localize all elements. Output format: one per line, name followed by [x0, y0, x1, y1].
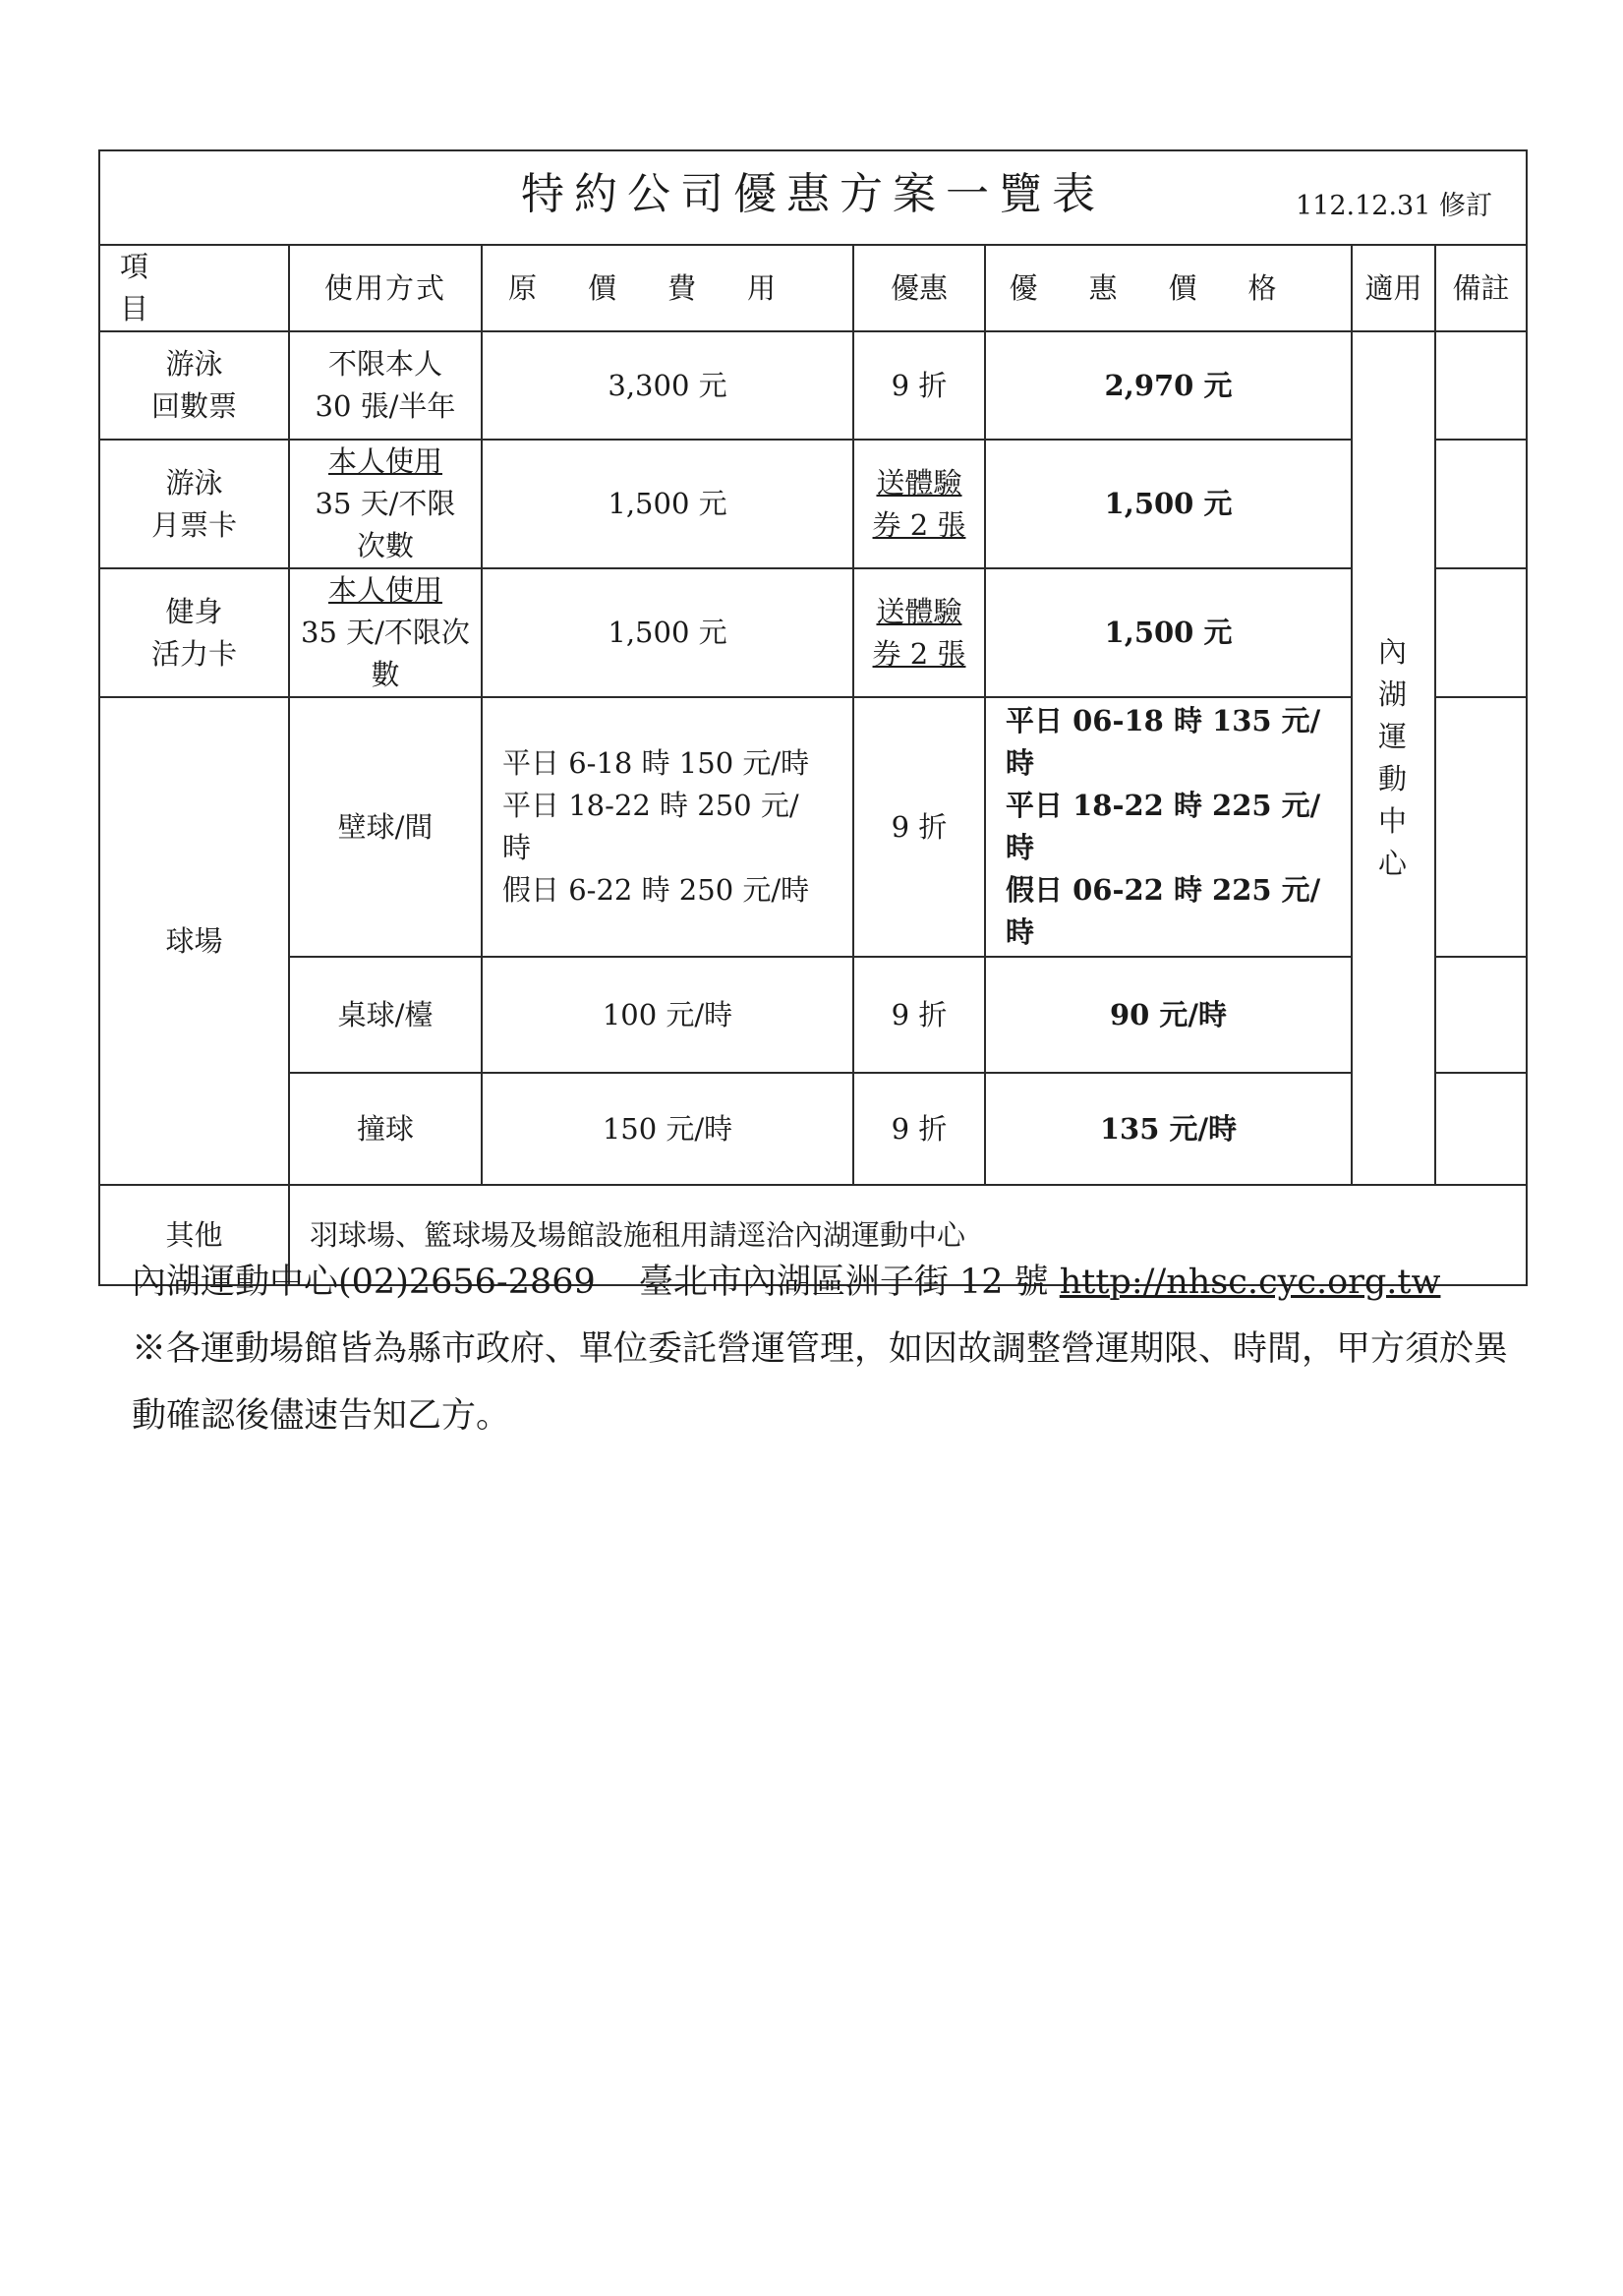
header-item: 項目 — [99, 245, 289, 331]
header-discount: 優惠 — [853, 245, 985, 331]
other-info-cell: 羽球場、籃球場及場館設施租用請逕洽內湖運動中心 — [289, 1185, 1527, 1285]
table-row — [99, 697, 1527, 957]
discount-table-sheet — [98, 149, 1526, 1286]
header-original: 原價費用 — [482, 245, 853, 331]
item-cell: 游泳 月票卡 — [99, 440, 289, 568]
discount-cell: 送體驗 券 2 張 — [853, 568, 985, 697]
usage-cell: 桌球/檯 — [289, 957, 482, 1073]
revision-date: 112.12.31 修訂 — [1296, 191, 1492, 221]
contact-line — [132, 1249, 1528, 1316]
discount-price-cell: 平日 06-18 時 135 元/ 時 平日 18-22 時 225 元/ 時 假日 06-22 時 225 元/ 時 — [985, 697, 1352, 957]
usage-cell: 撞球 — [289, 1073, 482, 1185]
item-cell: 健身 活力卡 — [99, 568, 289, 697]
header-note: 備註 — [1435, 245, 1527, 331]
header-usage: 使用方式 — [289, 245, 482, 331]
discount-cell: 9 折 — [853, 957, 985, 1073]
original-price-cell: 1,500 元 — [482, 440, 853, 568]
note-cell — [1435, 957, 1527, 1073]
discount-cell: 9 折 — [853, 1073, 985, 1185]
note-line-1: ※各運動場館皆為縣市政府、單位委託營運管理，如因故調整營運期限、時間，甲方須於異 — [132, 1329, 1509, 1369]
discount-cell: 9 折 — [853, 697, 985, 957]
discount-cell: 送體驗 券 2 張 — [853, 440, 985, 568]
note-cell — [1435, 1073, 1527, 1185]
usage-cell: 壁球/間 — [289, 697, 482, 957]
table-row — [99, 440, 1527, 568]
note-cell — [1435, 440, 1527, 568]
page-title: 特約公司優惠方案一覽表 — [521, 169, 1105, 219]
usage-cell: 本人使用 35 天/不限次 數 — [289, 568, 482, 697]
discount-price-cell: 90 元/時 — [985, 957, 1352, 1073]
item-cell-courts: 球場 — [99, 697, 289, 1185]
footer-notes — [132, 1249, 1528, 1449]
table-row — [99, 957, 1527, 1073]
note-cell — [1435, 331, 1527, 440]
usage-cell: 本人使用 35 天/不限 次數 — [289, 440, 482, 568]
address: 臺北市內湖區洲子街 12 號 — [638, 1263, 1049, 1302]
table-row — [99, 568, 1527, 697]
item-cell: 游泳 回數票 — [99, 331, 289, 440]
header-row — [99, 245, 1527, 331]
discount-table — [98, 149, 1528, 1286]
original-price-cell: 3,300 元 — [482, 331, 853, 440]
note-cell — [1435, 697, 1527, 957]
discount-price-cell: 1,500 元 — [985, 440, 1352, 568]
original-price-cell: 150 元/時 — [482, 1073, 853, 1185]
original-price-cell: 1,500 元 — [482, 568, 853, 697]
header-price: 優惠價格 — [985, 245, 1352, 331]
original-price-cell: 100 元/時 — [482, 957, 853, 1073]
contact-name: 內湖運動中心(02)2656-2869 — [132, 1263, 596, 1302]
header-venue: 適用 — [1352, 245, 1435, 331]
usage-cell: 不限本人 30 張/半年 — [289, 331, 482, 440]
discount-price-cell: 135 元/時 — [985, 1073, 1352, 1185]
note-line-2: 動確認後儘速告知乙方。 — [132, 1396, 511, 1436]
discount-cell: 9 折 — [853, 331, 985, 440]
table-row — [99, 331, 1527, 440]
title-row — [99, 150, 1527, 245]
table-row — [99, 1073, 1527, 1185]
venue-cell: 內 湖 運 動 中 心 — [1352, 331, 1435, 1185]
discount-price-cell: 2,970 元 — [985, 331, 1352, 440]
item-cell-other: 其他 — [99, 1185, 289, 1285]
note-cell — [1435, 568, 1527, 697]
original-price-cell: 平日 6-18 時 150 元/時 平日 18-22 時 250 元/ 時 假日 6-22 時 250 元/時 — [482, 697, 853, 957]
website-link[interactable]: http://nhsc.cyc.org.tw — [1059, 1263, 1441, 1302]
discount-price-cell: 1,500 元 — [985, 568, 1352, 697]
